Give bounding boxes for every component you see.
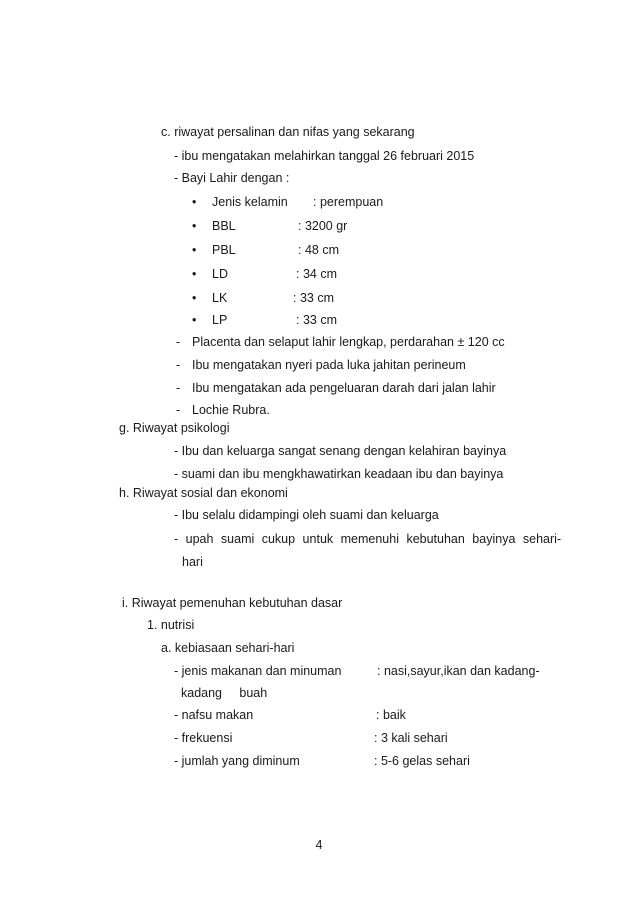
item-key: Jenis kelamin (212, 195, 288, 209)
item-key: LP (212, 313, 228, 327)
frequency-key: - frekuensi (174, 731, 233, 745)
nutrition-subheading: 1. nutrisi (147, 618, 195, 632)
item-value: : 3200 gr (298, 219, 348, 233)
list-item (192, 312, 227, 328)
item-value: : 48 cm (298, 243, 339, 257)
section-i-heading: i. Riwayat pemenuhan kebutuhan dasar (122, 596, 343, 610)
item-value: : perempuan (313, 195, 384, 209)
page-number: 4 (315, 838, 323, 852)
item-value: : 33 cm (293, 291, 334, 305)
bullet-icon: • (192, 219, 197, 233)
section-c-heading: c. riwayat persalinan dan nifas yang sekarang (161, 125, 415, 139)
psych-line-1: - Ibu dan keluarga sangat senang dengan kelahiran bayinya (174, 444, 507, 458)
dash-marker: - (176, 358, 181, 372)
psych-line-2: - suami dan ibu mengkhawatirkan keadaan ibu dan bayinya (174, 467, 504, 481)
appetite-value: : baik (376, 708, 406, 722)
item-text: Placenta dan selaput lahir lengkap, perdarahan ± 120 cc (192, 335, 505, 349)
daily-habits-subheading: a. kebiasaan sehari-hari (161, 641, 295, 655)
bullet-icon: • (192, 267, 197, 281)
amount-drunk-key: - jumlah yang diminum (174, 754, 300, 768)
list-item (192, 218, 236, 234)
frequency-value: : 3 kali sehari (374, 731, 448, 745)
item-text: Ibu mengatakan ada pengeluaran darah dari jalan lahir (192, 381, 496, 395)
list-item (192, 242, 236, 258)
list-item (192, 290, 227, 306)
section-h-heading: h. Riwayat sosial dan ekonomi (119, 486, 288, 500)
item-key: BBL (212, 219, 236, 233)
item-value: : 33 cm (296, 313, 337, 327)
birth-date-line: - ibu mengatakan melahirkan tanggal 26 februari 2015 (174, 149, 475, 163)
food-drink-cont: kadang buah (181, 686, 268, 700)
item-key: LK (212, 291, 228, 305)
dash-marker: - (176, 403, 181, 417)
item-text: Lochie Rubra. (192, 403, 270, 417)
amount-drunk-value: : 5-6 gelas sehari (374, 754, 470, 768)
bullet-icon: • (192, 195, 197, 209)
item-key: LD (212, 267, 228, 281)
bullet-icon: • (192, 313, 197, 327)
social-line-2: - upah suami cukup untuk memenuhi kebutuhan bayinya sehari- (174, 532, 562, 546)
bullet-icon: • (192, 243, 197, 257)
bullet-icon: • (192, 291, 197, 305)
item-value: : 34 cm (296, 267, 337, 281)
dash-marker: - (176, 381, 181, 395)
item-key: PBL (212, 243, 236, 257)
dash-marker: - (176, 335, 181, 349)
list-item (192, 266, 228, 282)
appetite-key: - nafsu makan (174, 708, 254, 722)
social-line-1: - Ibu selalu didampingi oleh suami dan keluarga (174, 508, 439, 522)
food-drink-key: - jenis makanan dan minuman (174, 664, 342, 678)
baby-born-line: - Bayi Lahir dengan : (174, 171, 290, 185)
social-line-2-cont: hari (182, 555, 203, 569)
list-item (192, 194, 288, 210)
section-g-heading: g. Riwayat psikologi (119, 421, 230, 435)
item-text: Ibu mengatakan nyeri pada luka jahitan perineum (192, 358, 466, 372)
food-drink-value: : nasi,sayur,ikan dan kadang- (377, 664, 540, 678)
